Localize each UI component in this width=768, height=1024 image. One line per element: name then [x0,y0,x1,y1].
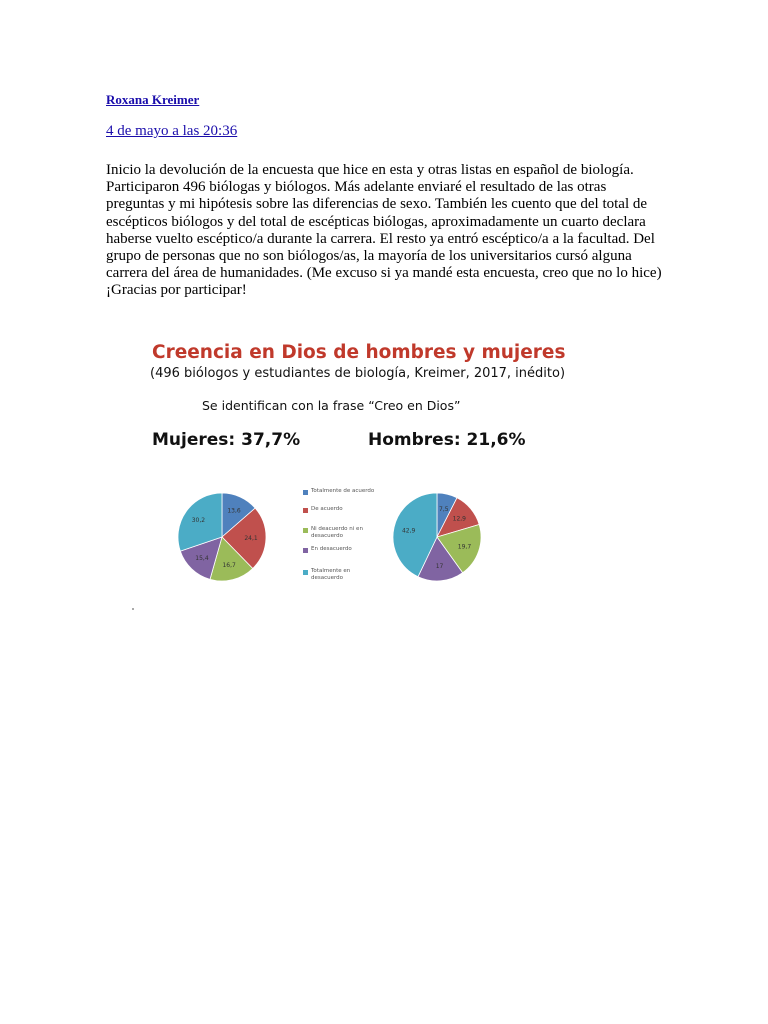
women-pie-label-4: 30,2 [191,517,206,525]
women-summary: Mujeres: 37,7% [152,430,301,450]
author-link[interactable]: Roxana Kreimer [106,92,200,107]
figure-subtitle: (496 biólogos y estudiantes de biología, Kreimer, 2017, inédito) [150,366,566,381]
women-pie-label-2: 16,7 [222,562,236,570]
legend-item [303,546,381,553]
legend-label: Totalmente en desacuerdo [311,568,351,581]
women-pie-label-0: 13,6 [227,507,241,515]
legend-label: Totalmente de acuerdo [311,488,375,494]
legend-swatch [303,508,308,513]
legend-swatch [303,570,308,575]
men-pie-label-4: 42,9 [401,527,416,535]
legend-label: Ni deacuerdo ni en desacuerdo [311,526,363,539]
legend-item [303,526,381,540]
legend-swatch [303,548,308,553]
legend-label: De acuerdo [311,506,343,512]
men-pie-label-3: 17 [435,562,444,570]
legend-item [303,488,381,495]
figure-title: Creencia en Dios de hombres y mujeres [152,342,566,363]
figure-phrase: Se identifican con la frase “Creo en Dios” [202,398,461,413]
legend-swatch [303,528,308,533]
women-pie-label-3: 15,4 [195,555,209,563]
scan-mark [132,608,134,610]
legend-item [303,506,381,513]
legend-label: En desacuerdo [311,546,352,552]
legend-swatch [303,490,308,495]
men-pie-label-2: 19,7 [457,543,472,551]
survey-figure [130,332,566,622]
men-pie-label-0: 7,5 [439,505,449,513]
legend-item [303,568,381,582]
post-date-link[interactable]: 4 de mayo a las 20:36 [106,123,238,139]
men-summary: Hombres: 21,6% [368,430,526,450]
women-pie-label-1: 24,1 [244,535,258,543]
post-body: Inicio la devolución de la encuesta que hice en esta y otras listas en español de biología. Participaron 496 biólogas y biólogos. Más adelante enviaré el resultado de las otras preguntas y mi hipótesis sobre las diferencias de sexo. También les cuento que del total de escépticos biólogos y del total de escépticas biólogas, aproximadamente un cuarto declara haberse vuelto escéptico/a durante la carrera. El resto ya entró escéptico/a a la facultad. Del grupo de personas que no son biólogos/as, la mayoría de los universitarios cursó alguna carrera del área de humanidades. (Me excuso si ya mandé esta encuesta, creo que no lo hice) ¡Gracias por participar! [106,162,662,299]
men-pie-label-1: 12,9 [452,515,466,523]
